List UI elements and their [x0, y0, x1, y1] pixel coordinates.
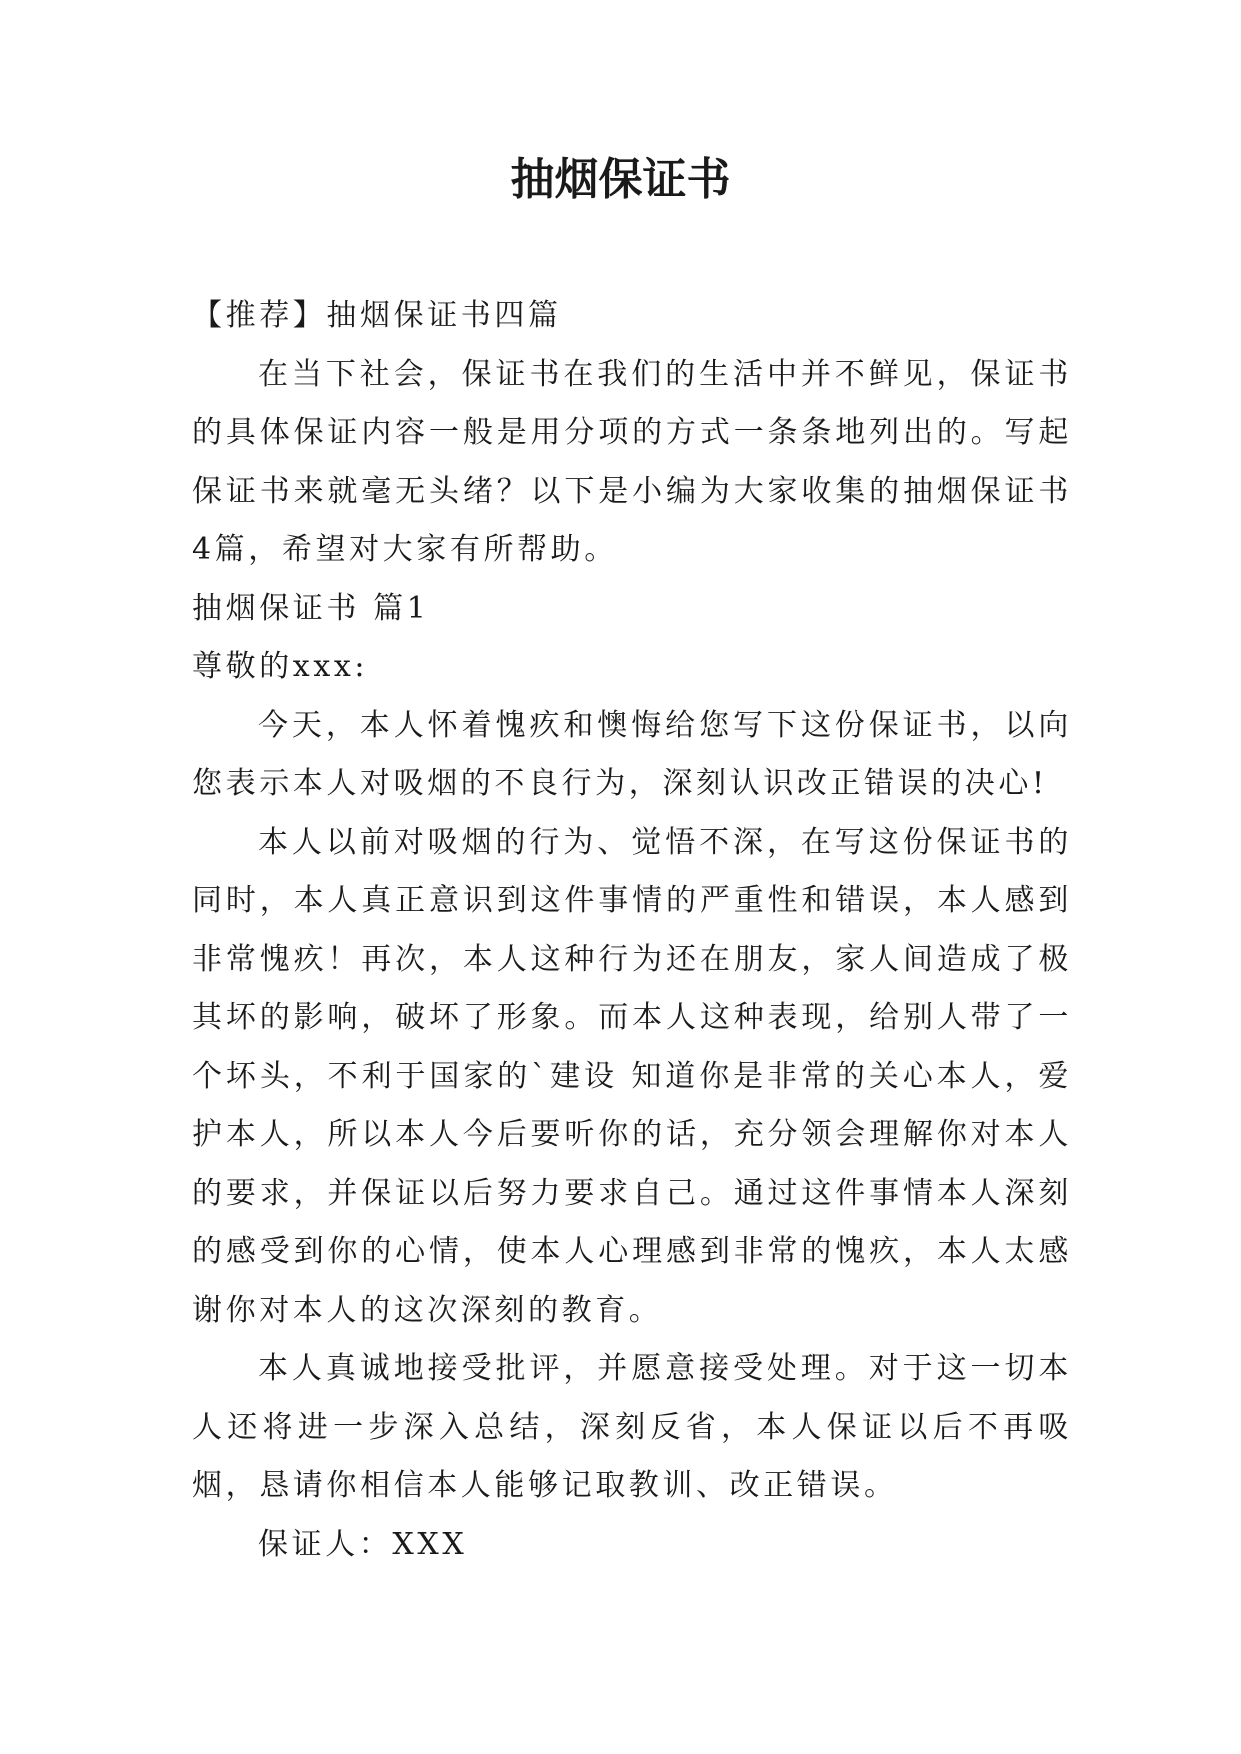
signature: 保证人：XXX [258, 1526, 468, 1562]
intro-paragraph: 在当下社会，保证书在我们的生活中并不鲜见，保证书的具体保证内容一般是用分项的方式一条条地列出的。写起保证书来就毫无头绪？以下是小编为大家收集的抽烟保证书4篇，希望对大家有所帮助。 [192, 356, 1072, 567]
body-paragraph-3: 本人真诚地接受批评，并愿意接受处理。对于这一切本人还将进一步深入总结，深刻反省，本人保证以后不再吸烟，恳请你相信本人能够记取教训、改正错误。 [192, 1351, 1072, 1503]
document-body [192, 287, 1072, 1574]
body-paragraph-2: 本人以前对吸烟的行为、觉悟不深，在写这份保证书的同时，本人真正意识到这件事情的严重性和错误，本人感到非常愧疚！再次，本人这种行为还在朋友，家人间造成了极其坏的影响，破坏了形象。而本人这种表现，给别人带了一个坏头，不利于国家的`建设 知道你是非常的关心本人，爱护本人，所以本人今后要听你的话，充分领会理解你对本人的要求，并保证以后努力要求自己。通过这件事情本人深刻的感受到你的心情，使本人心理感到非常的愧疚，本人太感谢你对本人的这次深刻的教育。 [192, 824, 1072, 1328]
document-title: 抽烟保证书 [510, 154, 731, 205]
document-subtitle: 【推荐】抽烟保证书四篇 [192, 298, 562, 333]
section-heading: 抽烟保证书 篇1 [192, 590, 430, 626]
body-paragraph-1: 今天，本人怀着愧疚和懊悔给您写下这份保证书，以向您表示本人对吸烟的不良行为，深刻认识改正错误的决心! [192, 707, 1072, 801]
salutation: 尊敬的xxx: [192, 649, 369, 684]
